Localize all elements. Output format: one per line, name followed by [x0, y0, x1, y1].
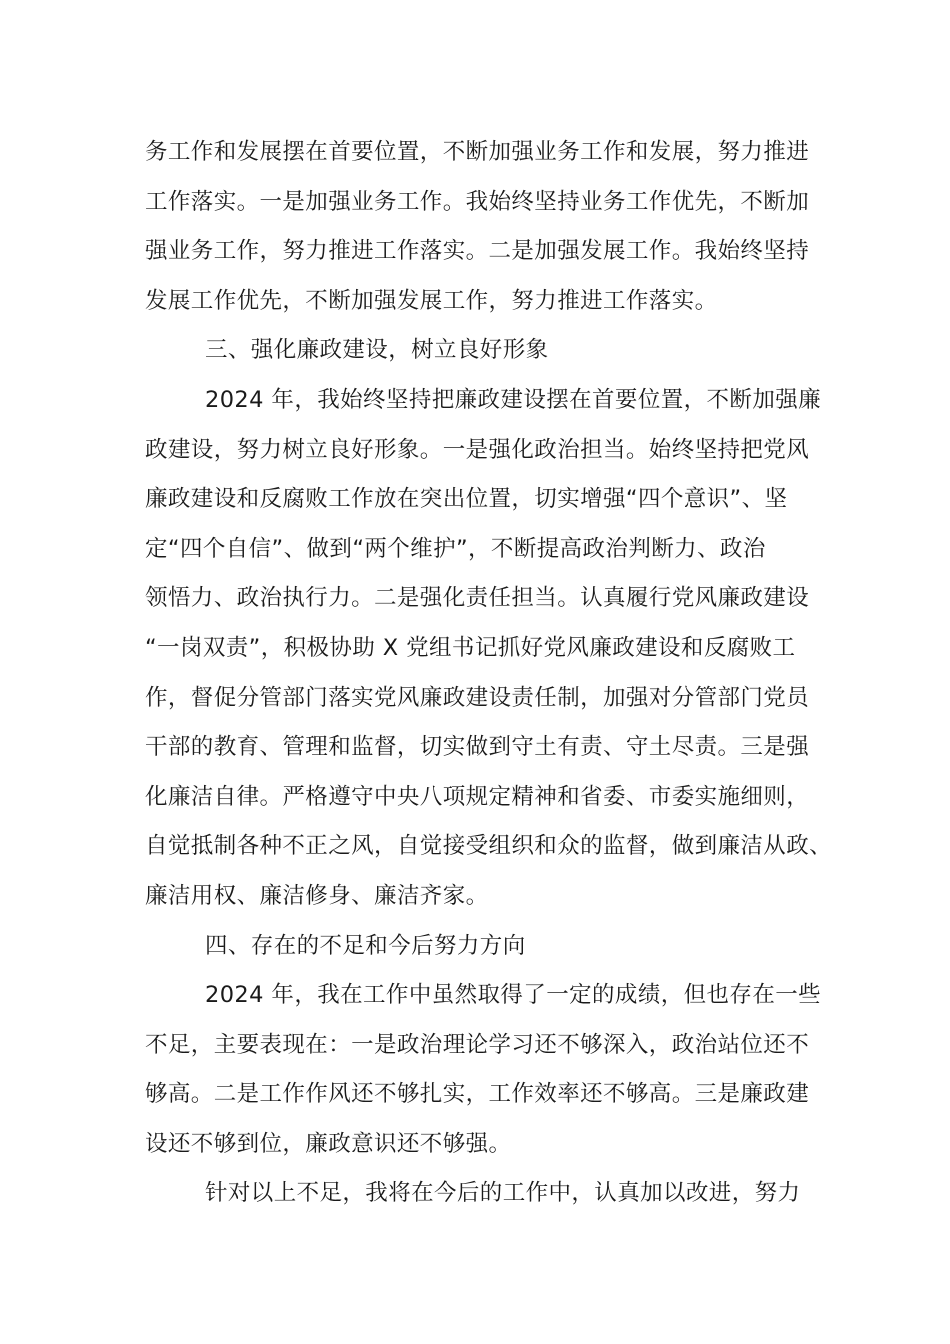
paragraph-start-line: 针对以上不足，我将在今后的工作中，认真加以改进，努力 — [205, 1180, 801, 1207]
text-line: 化廉洁自律。严格遵守中央八项规定精神和省委、市委实施细则， — [145, 783, 810, 810]
text-line: 自觉抵制各种不正之风，自觉接受组织和众的监督，做到廉洁从政、 — [145, 833, 833, 860]
paragraph-start-line: 2024 年，我在工作中虽然取得了一定的成绩，但也存在一些 — [205, 982, 822, 1009]
section-heading: 四、存在的不足和今后努力方向 — [205, 932, 526, 959]
text-line: 强业务工作，努力推进工作落实。二是加强发展工作。我始终坚持 — [145, 238, 810, 265]
document-body — [145, 128, 833, 1219]
text-line: 干部的教育、管理和监督，切实做到守土有责、守土尽责。三是强 — [145, 734, 810, 761]
paragraph-start-line: 2024 年，我始终坚持把廉政建设摆在首要位置，不断加强廉 — [205, 386, 822, 413]
text-line: 设还不够到位，廉政意识还不够强。 — [145, 1130, 512, 1157]
text-line: 不足，主要表现在：一是政治理论学习还不够深入，政治站位还不 — [145, 1031, 810, 1058]
text-line: 工作落实。一是加强业务工作。我始终坚持业务工作优先，不断加 — [145, 188, 810, 215]
text-line: 定“四个自信”、做到“两个维护”，不断提高政治判断力、政治 — [145, 535, 766, 562]
text-line: “一岗双责”，积极协助 X 党组书记抓好党风廉政建设和反腐败工 — [145, 634, 796, 661]
section-heading: 三、强化廉政建设，树立良好形象 — [205, 337, 549, 364]
text-line: 发展工作优先，不断加强发展工作，努力推进工作落实。 — [145, 287, 718, 314]
text-line: 廉洁用权、廉洁修身、廉洁齐家。 — [145, 882, 489, 909]
text-line: 领悟力、政治执行力。二是强化责任担当。认真履行党风廉政建设 — [145, 585, 810, 612]
text-line: 务工作和发展摆在首要位置，不断加强业务工作和发展，努力推进 — [145, 139, 810, 165]
text-line: 政建设，努力树立良好形象。一是强化政治担当。始终坚持把党风 — [145, 436, 810, 463]
text-line: 作，督促分管部门落实党风廉政建设责任制，加强对分管部门党员 — [145, 684, 810, 711]
text-line: 廉政建设和反腐败工作放在突出位置，切实增强“四个意识”、坚 — [145, 486, 788, 513]
text-line: 够高。二是工作作风还不够扎实，工作效率还不够高。三是廉政建 — [145, 1081, 810, 1108]
